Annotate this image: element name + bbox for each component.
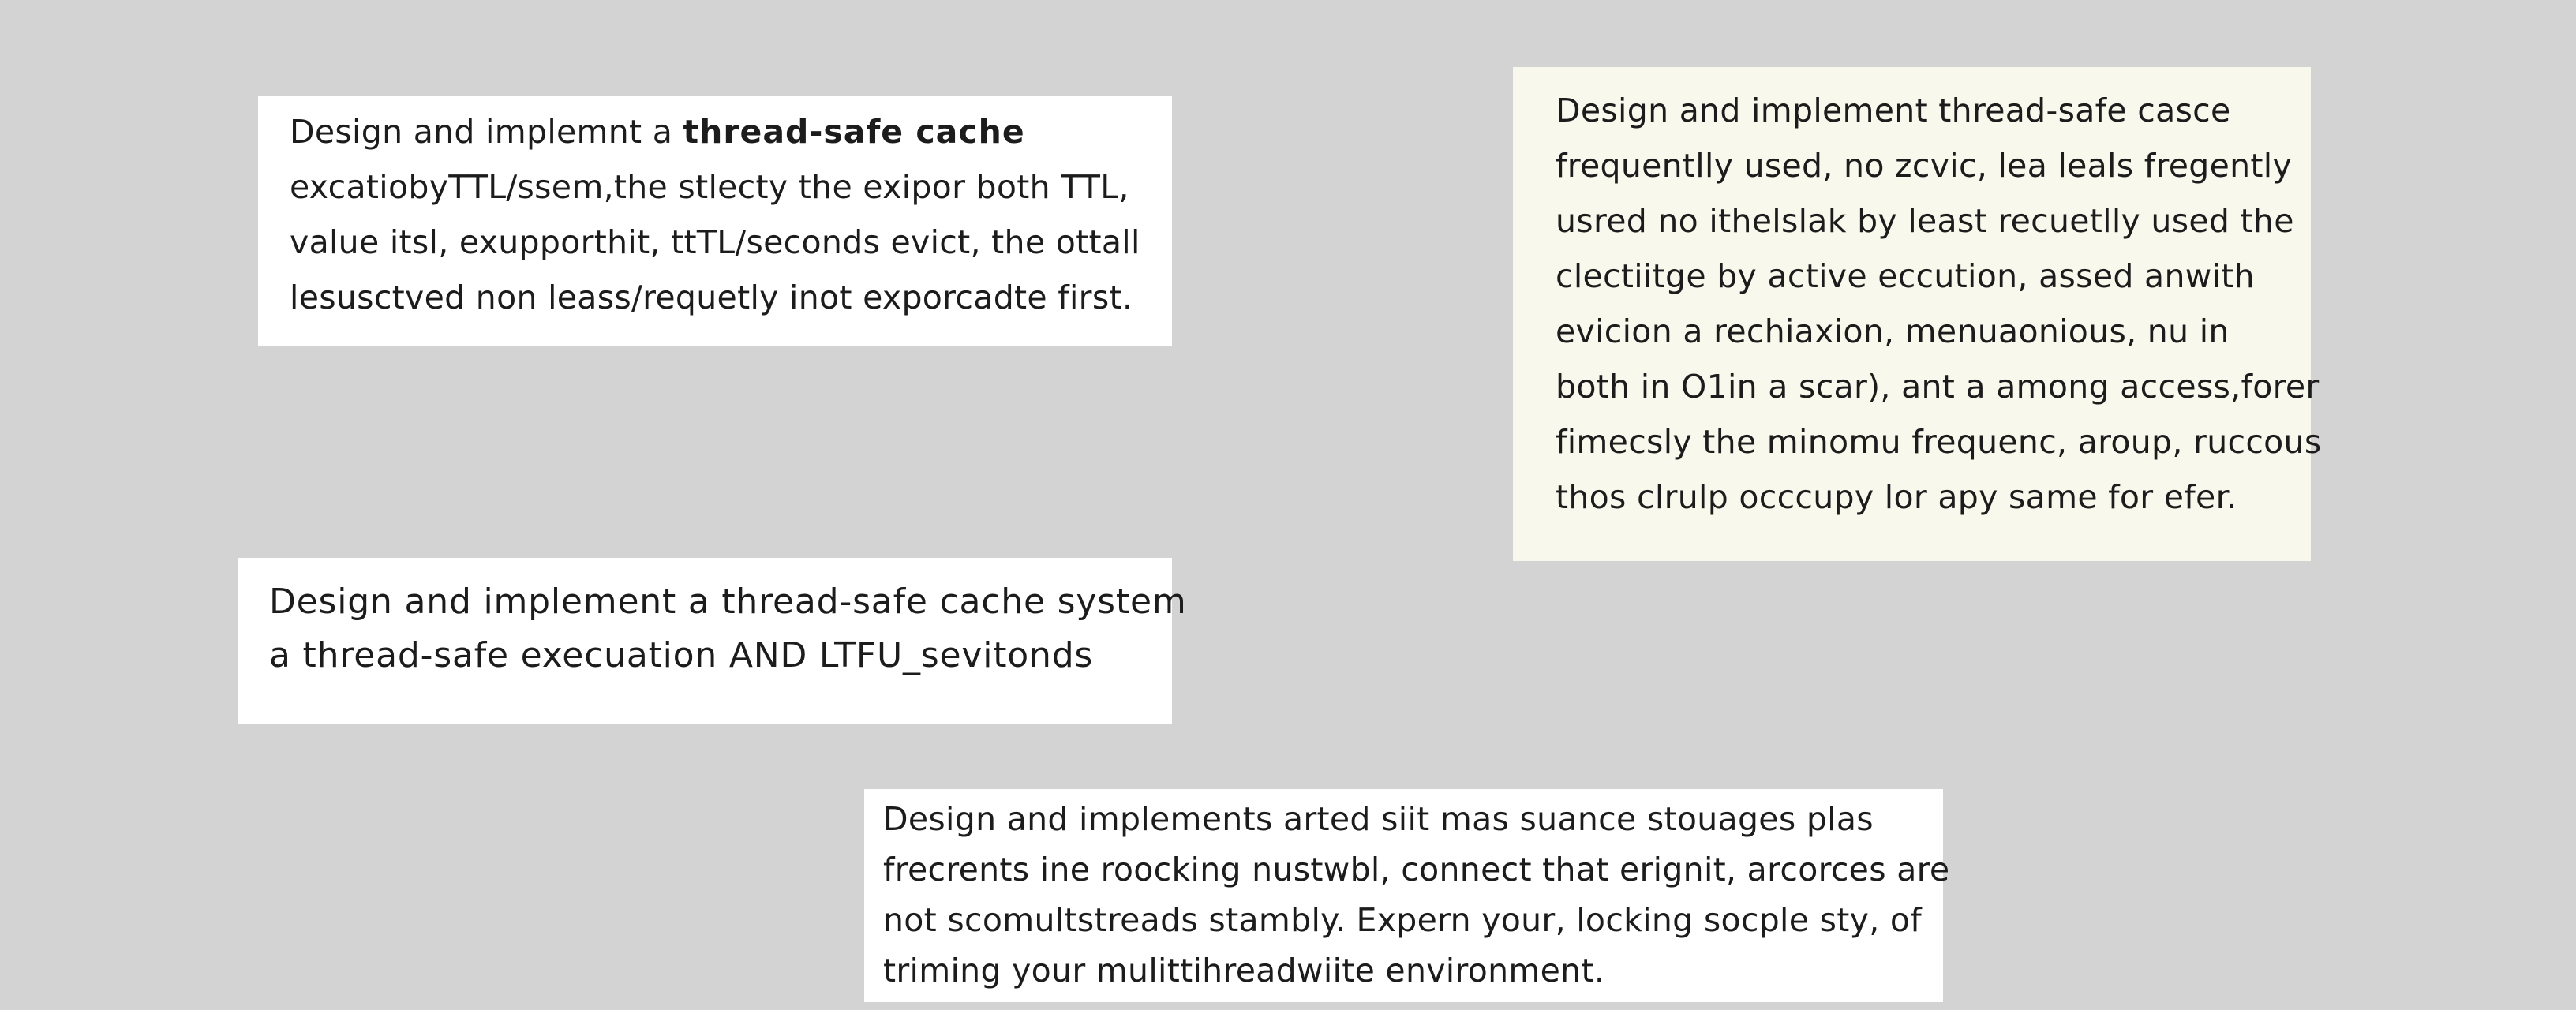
card-2-line-6: both in O1in a scar), ant a among access,forer xyxy=(1556,368,2320,406)
card-1-line-3: value itsl, exupporthit, ttTL/seconds evict, the ottall xyxy=(290,223,1140,261)
card-2-line-7: fimecsly the minomu frequenc, aroup, ruccous xyxy=(1556,423,2322,461)
text-card-cache-system xyxy=(238,558,1187,724)
text-card-ttl-cache xyxy=(258,96,1172,346)
card-2-line-3: usred no ithelslak by least recuetlly used the xyxy=(1556,202,2294,240)
card-2-line-4: clectiitge by active eccution, assed anwith xyxy=(1556,257,2255,295)
card-2-line-1: Design and implement thread-safe casce xyxy=(1556,92,2231,129)
card-1-lead-bold: thread-safe cache xyxy=(683,113,1025,151)
card-1-line-2: excatiobyTTL/ssem,the stlecty the exipor both TTL, xyxy=(290,168,1129,206)
card-4-line-4: triming your mulittihreadwiite environment. xyxy=(883,952,1605,989)
card-4-line-1: Design and implements arted siit mas suance stouages plas xyxy=(883,800,1874,838)
card-4-line-2: frecrents ine roocking nustwbl, connect that erignit, arcorces are xyxy=(883,851,1950,888)
text-card-lfu-cache xyxy=(1513,67,2322,561)
card-1-lead: Design and implemnt a xyxy=(290,113,683,151)
text-card-multithread xyxy=(864,789,1950,1002)
card-1-line-1 xyxy=(290,104,1172,159)
card-2-line-8: thos clrulp occcupy lor apy same for efer. xyxy=(1556,478,2237,516)
card-4-line-3: not scomultstreads stambly. Expern your, locking socple sty, of xyxy=(883,901,1922,939)
card-2-line-2: frequentlly used, no zcvic, lea leals fregently xyxy=(1556,147,2293,185)
card-2-line-5: evicion a rechiaxion, menuaonious, nu in xyxy=(1556,312,2230,350)
card-3-line-1: Design and implement a thread-safe cache system xyxy=(269,582,1187,622)
card-3-line-2: a thread-safe execuation AND LTFU_sevitonds xyxy=(269,635,1094,675)
card-1-line-4: lesusctved non leass/requetly inot exporcadte first. xyxy=(290,279,1133,316)
